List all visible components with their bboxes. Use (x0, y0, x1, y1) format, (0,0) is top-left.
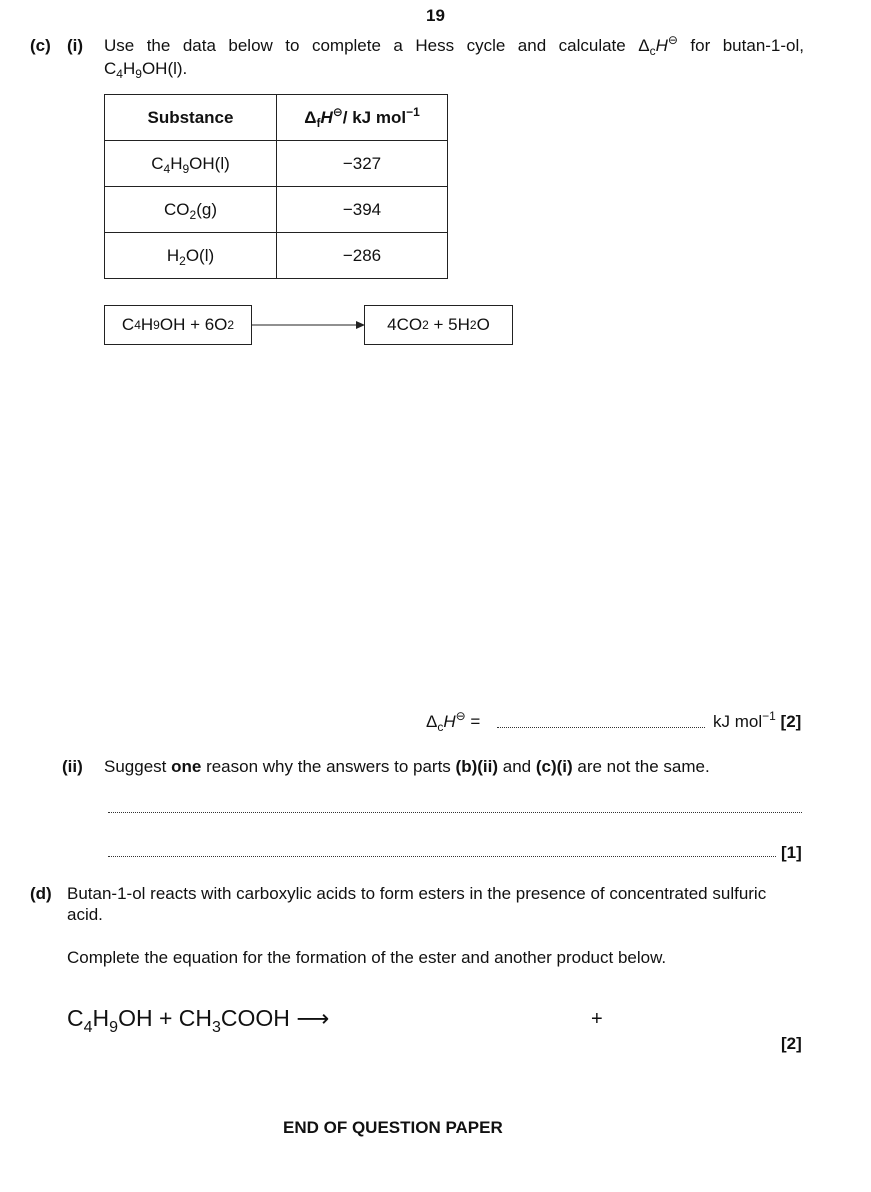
enthalpy-value-cell: −394 (277, 187, 448, 233)
formula-part: (g) (196, 199, 217, 219)
page-number: 19 (426, 6, 445, 25)
delta-symbol: Δ (304, 107, 317, 127)
subscript: f (316, 115, 321, 130)
substance-cell (105, 141, 277, 187)
butanol-formula (104, 59, 187, 79)
ester-equation (67, 1005, 330, 1036)
part-reference: (c)(i) (535, 757, 573, 776)
part-d-label: (d) (30, 884, 52, 903)
subscript: 3 (212, 1019, 221, 1036)
formula-part: C (121, 315, 135, 334)
question-text: Suggest (104, 757, 172, 776)
part-c-ii-label: (ii) (62, 757, 83, 776)
enthalpy-value-cell: −327 (277, 141, 448, 187)
standard-symbol: ⊖ (667, 33, 678, 47)
formula-part: CO (164, 199, 190, 219)
subscript: 9 (109, 1019, 119, 1036)
question-text: reason why the answers to parts (201, 757, 456, 776)
enthalpy-symbol: H (655, 36, 668, 55)
formula-part: H (122, 59, 136, 78)
part-c-i-label: (i) (67, 36, 84, 55)
formula-part: H (92, 1005, 110, 1031)
delta-symbol: Δ (638, 36, 650, 55)
answer-line-2[interactable] (108, 856, 776, 857)
question-text: and (498, 757, 536, 776)
formula-part: C (104, 59, 117, 78)
formula-part: H (166, 245, 180, 265)
plus-sign: + (591, 1008, 603, 1030)
subscript: 4 (83, 1019, 93, 1036)
formula-part: O (476, 315, 490, 334)
question-c-i-text (104, 33, 804, 58)
formula-part: H (140, 315, 154, 334)
subscript: 4 (116, 67, 123, 81)
emphasis-text: one (171, 757, 202, 776)
marks-label: [2] (781, 1034, 802, 1053)
question-text: Use the data below to complete a Hess cycle and calculate (104, 36, 639, 55)
header-enthalpy (277, 95, 448, 141)
standard-symbol: ⊖ (455, 709, 466, 723)
marks-label: [2] (780, 712, 802, 731)
marks-label: [1] (781, 843, 802, 862)
formula-part: 4CO (387, 315, 423, 334)
table-header-row (105, 95, 448, 141)
superscript: −1 (762, 709, 776, 723)
formula-part: COOH ⟶ (220, 1005, 330, 1031)
formula-part: OH + CH (118, 1005, 212, 1031)
subscript: 9 (135, 67, 142, 81)
formula-part: H (170, 153, 183, 173)
formula-part: OH(l) (189, 153, 230, 173)
enthalpy-value-cell: −286 (277, 233, 448, 279)
equals-sign: = (465, 712, 481, 731)
formula-part: OH(l). (141, 59, 188, 78)
subscript: c (437, 720, 444, 734)
subscript: 2 (189, 207, 197, 222)
table-row (105, 233, 448, 279)
question-d-line1: Butan-1-ol reacts with carboxylic acids to form esters in the presence of concentrated sulfuric (67, 884, 767, 903)
question-d-instruction: Complete the equation for the formation of the ester and another product below. (67, 948, 667, 967)
answer-unit (713, 709, 802, 732)
question-d-line2: acid. (67, 905, 103, 924)
header-substance: Substance (105, 95, 277, 141)
delta-symbol: Δ (426, 712, 438, 731)
standard-symbol: ⊖ (332, 104, 343, 119)
formula-part: O(l) (185, 245, 215, 265)
subscript: c (649, 44, 656, 58)
question-text: are not the same. (572, 757, 710, 776)
superscript: −1 (406, 104, 420, 119)
reactants-box: C 4 H 9 OH + 6O 2 (104, 305, 252, 345)
reaction-arrow (252, 318, 365, 332)
subscript: 2 (179, 253, 186, 268)
formula-part: + 5H (428, 315, 470, 334)
enthalpy-symbol: H (320, 107, 333, 127)
unit-text: / kJ mol (342, 107, 407, 127)
answer-input-line[interactable] (497, 727, 705, 728)
answer-line-1[interactable] (108, 812, 802, 813)
answer-label (426, 709, 481, 734)
subscript: 9 (182, 161, 190, 176)
formula-part: OH + 6O (159, 315, 228, 334)
part-c-label: (c) (30, 36, 51, 55)
enthalpy-symbol: H (443, 712, 456, 731)
formula-part: C (151, 153, 164, 173)
substance-cell (105, 233, 277, 279)
unit-text: kJ mol (713, 712, 763, 731)
enthalpy-data-table (104, 94, 448, 279)
part-reference: (b)(ii) (455, 757, 499, 776)
formula-part: C (67, 1005, 84, 1031)
substance-cell (105, 187, 277, 233)
subscript: 4 (163, 161, 171, 176)
question-c-ii-text (104, 757, 710, 777)
table-row (105, 187, 448, 233)
products-box: 4CO 2 + 5H 2 O (364, 305, 513, 345)
end-of-paper: END OF QUESTION PAPER (283, 1118, 503, 1137)
table-row (105, 141, 448, 187)
question-text: for butan-1-ol, (677, 36, 804, 55)
